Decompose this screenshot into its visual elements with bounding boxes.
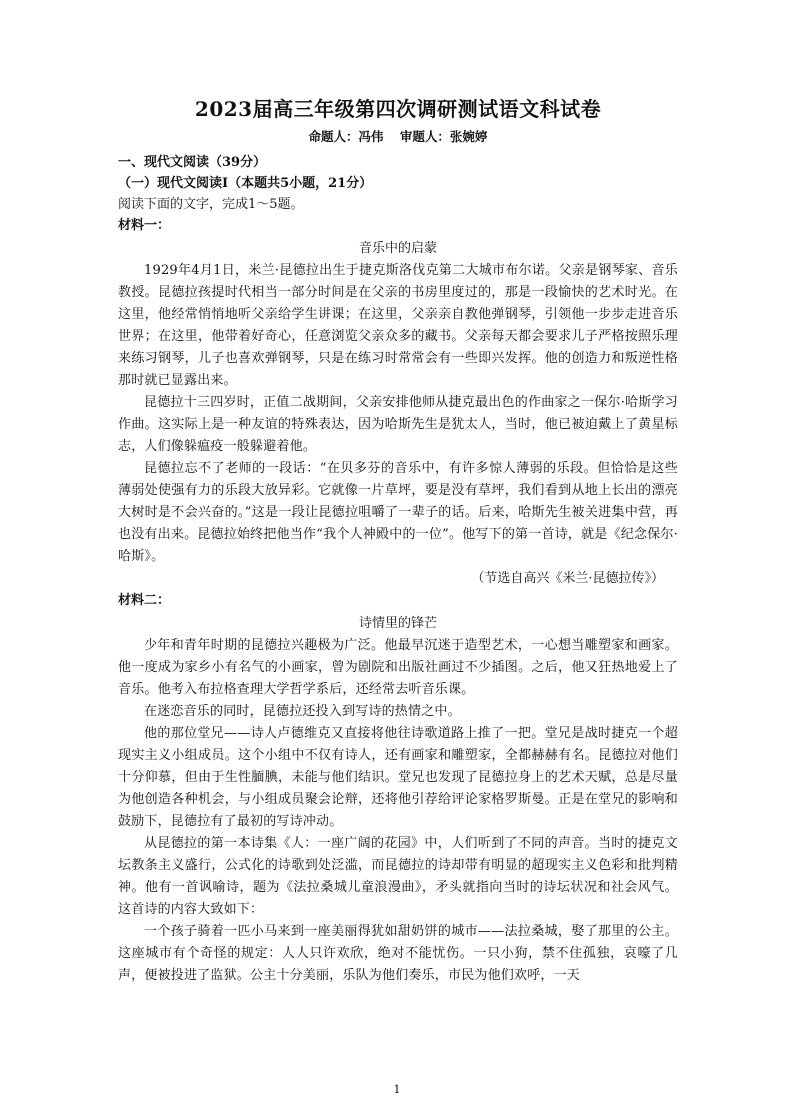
- material1-source: （节选自高兴《米兰·昆德拉传》）: [471, 571, 664, 586]
- setter-name: 命题人：冯伟: [308, 129, 384, 144]
- material2-paragraph: 他的那位堂兄——诗人卢德维克又直接将他往诗歌道路上推了一把。堂兄是战时捷克一个超现实主义小组成员。这个小组中不仅有诗人，还有画家和雕塑家，全都赫赫有名。昆德拉对他们十分仰慕，但由于生性腼腆，未能与他们结识。堂兄也发现了昆德拉身上的艺术天赋，总是尽量为他创造各种机会，与小组成员聚会论辩，还将他引荐给评论家格罗斯曼。正是在堂兄的影响和鼓励下，昆德拉有了最初的写诗冲动。: [118, 726, 678, 829]
- material2-heading: 诗情里的锋芒: [358, 616, 437, 631]
- material2-paragraph: 少年和青年时期的昆德拉兴趣极为广泛。他最早沉迷于造型艺术，一心想当雕塑家和画家。他一度成为家乡小有名气的小画家，曾为剧院和出版社画过不少插图。之后，他又狂热地爱上了音乐。他考入布拉格查理大学哲学系后，还经常去听音乐课。: [118, 638, 678, 697]
- material2-paragraph: 从昆德拉的第一本诗集《人：一座广阔的花园》中，人们听到了不同的声音。当时的捷克文坛教条主义盛行，公式化的诗歌到处泛滥，而昆德拉的诗却带有明显的超现实主义色彩和批判精神。他有一首讽喻诗，题为《法拉桑城儿童浪漫曲》，矛头就指向当时的诗坛状况和社会风气。这首诗的内容大致如下：: [118, 836, 678, 917]
- authors-line: [118, 128, 678, 146]
- subsection-heading: （一）现代文阅读Ⅰ（本题共5小题，21分）: [118, 176, 373, 191]
- exam-title: 2023届高三年级第四次调研测试语文科试卷: [194, 97, 602, 121]
- instruction: 阅读下面的文字，完成1～5题。: [118, 197, 304, 212]
- material1-label: 材料一：: [118, 218, 171, 233]
- reviewer-name: 审题人：张婉婷: [399, 129, 488, 144]
- material2-label: 材料二：: [118, 593, 171, 608]
- material1-paragraph: 昆德拉忘不了老师的一段话：“在贝多芬的音乐中，有许多惊人薄弱的乐段。但恰恰是这些薄弱处使强有力的乐段大放异彩。它就像一片草坪，要是没有草坪，我们看到从地上长出的漂亮大树时是不会兴奋的。”这是一段让昆德拉咀嚼了一辈子的话。后来，哈斯先生被关进集中营，再也没有出来。昆德拉始终把他当作“我个人神殿中的一位”。他写下的第一首诗，就是《纪念保尔·哈斯》。: [118, 461, 678, 564]
- material1-paragraph: 1929年4月1日，米兰·昆德拉出生于捷克斯洛伐克第二大城市布尔诺。父亲是钢琴家、音乐教授。昆德拉孩提时代相当一部分时间是在父亲的书房里度过的，那是一段愉快的艺术时光。在这里，他经常悄悄地听父亲给学生讲课；在这里，父亲亲自教他弹钢琴，引领他一步步走进音乐世界；在这里，他带着好奇心，任意浏览父亲众多的藏书。父亲每天都会要求儿子严格按照乐理来练习钢琴，儿子也喜欢弹钢琴，只是在练习时常常会有一些即兴发挥。他的创造力和叛逆性格那时就已显露出来。: [118, 263, 678, 388]
- material1-heading: 音乐中的启蒙: [358, 241, 437, 256]
- material2-paragraph: 一个孩子骑着一匹小马来到一座美丽得犹如甜奶饼的城市——法拉桑城，娶了那里的公主。这座城市有个奇怪的规定：人人只许欢欣，绝对不能忧伤。一只小狗，禁不住孤独，哀嚎了几声，便被投进了监狱。公主十分美丽，乐队为他们奏乐，市民为他们欢呼，一天: [118, 924, 678, 983]
- exam-page: [118, 96, 678, 987]
- material2-paragraph: 在迷恋音乐的同时，昆德拉还投入到写诗的热情之中。: [144, 704, 461, 719]
- section-heading: 一、现代文阅读（39分）: [118, 155, 267, 170]
- page-number: 1: [393, 1083, 401, 1096]
- material1-paragraph: 昆德拉十三四岁时，正值二战期间，父亲安排他师从捷克最出色的作曲家之一保尔·哈斯学习作曲。这实际上是一种友谊的特殊表达，因为哈斯先生是犹太人，当时，他已被迫戴上了黄星标志，人们像躲瘟疫一般躲避着他。: [118, 395, 678, 454]
